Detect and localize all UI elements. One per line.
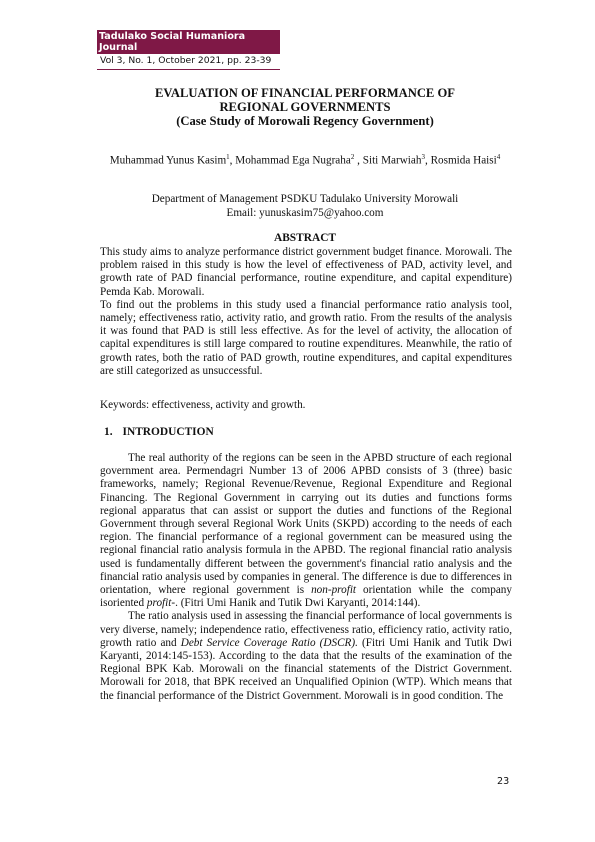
body-p2-em: Debt Service Coverage Ratio (DSCR). bbox=[180, 636, 358, 649]
body-p1-em-2: profit- bbox=[146, 597, 176, 610]
section-number: 1. bbox=[104, 426, 113, 438]
author-4-sup: 4 bbox=[496, 153, 501, 161]
body-p1-em-1: non-profit bbox=[311, 584, 357, 597]
page-number: 23 bbox=[497, 776, 510, 787]
body-p1-text-b: orientation while the company isoriented bbox=[100, 584, 512, 610]
author-4: , Rosmida Haisi bbox=[424, 154, 497, 167]
keywords: Keywords: effectiveness, activity and growth. bbox=[100, 399, 306, 411]
affiliation bbox=[97, 192, 513, 220]
journal-volume: Vol 3, No. 1, October 2021, pp. 23-39 bbox=[97, 55, 280, 70]
body-text bbox=[100, 452, 512, 703]
abstract-paragraph-2: To find out the problems in this study used a financial performance ratio analysis tool, namely; effectiveness ratio, activity ratio, and growth ratio. From the results of the analysis it was found that PAD is still less effective. As for the level of activity, the allocation of capital expenditures is still large compared to routine expenditures. Meanwhile, the ratio of growth rates, both the ratio of PAD growth, routine expenditures, and capital expenditures are still categorized as unsuccessful. bbox=[100, 298, 512, 377]
title-line-1: EVALUATION OF FINANCIAL PERFORMANCE OF bbox=[155, 86, 455, 100]
title-line-3: (Case Study of Morowali Regency Government) bbox=[176, 114, 434, 128]
body-p1-text-a: The real authority of the regions can be seen in the APBD structure of each regional government area. Permendagri Number 13 of 2006 APBD consists of 3 (three) basic frameworks, namely; Regional Revenue/Revenue, Regional Expenditure and Regional Financing. The Regional Government in carrying out its duties and functions forms regional apparatus that can assist or support the duties and functions of the Regional Government through several Regional Work Units (SKPD) according to the needs of each region. The financial performance of a regional government can be measured using the regional financial ratio analysis formula in the APBD. The regional financial ratio analysis used is fundamentally different between the government's financial ratio analysis and the financial ratio analysis used by companies in general. The difference is due to differences in orientation, where regional government is bbox=[100, 452, 512, 597]
journal-header bbox=[97, 30, 280, 70]
author-1: Muhammad Yunus Kasim bbox=[109, 154, 227, 167]
section-title: INTRODUCTION bbox=[122, 426, 214, 438]
author-2-sup: 2 bbox=[350, 153, 355, 161]
body-p2-text-b: (Fitri Umi Hanik and Tutik Dwi Karyanti, 2014:145-153). According to the data that the results of the examination of the Regional BPK Kab. Morowali on the financial statements of the District Government. Morowali for 2018, that BPK received an Unqualified Opinion (WTP). Which means that the financial performance of the District Government. Morowali is in good condition. The bbox=[100, 636, 512, 702]
author-list bbox=[97, 150, 513, 168]
title-line-2: REGIONAL GOVERNMENTS bbox=[219, 100, 391, 114]
abstract-body bbox=[100, 246, 512, 378]
body-p2-text-a: The ratio analysis used in assessing the financial performance of local governments is very diverse, namely; independence ratio, effectiveness ratio, efficiency ratio, activity ratio, growth ratio and bbox=[100, 610, 512, 649]
body-paragraph-2 bbox=[100, 610, 512, 702]
abstract-heading: ABSTRACT bbox=[273, 232, 337, 244]
author-3: , Siti Marwiah bbox=[354, 154, 422, 167]
body-paragraph-1 bbox=[100, 452, 512, 610]
paper-title bbox=[97, 86, 513, 128]
author-3-sup: 3 bbox=[421, 153, 425, 161]
journal-name: Tadulako Social Humaniora Journal bbox=[97, 30, 280, 54]
section-heading bbox=[104, 426, 224, 439]
department: Department of Management PSDKU Tadulako University Morowali bbox=[151, 193, 459, 205]
email: Email: yunuskasim75@yahoo.com bbox=[226, 207, 384, 219]
author-1-sup: 1 bbox=[226, 153, 230, 161]
abstract-paragraph-1: This study aims to analyze performance district government budget finance. Morowali. The problem raised in this study is how the level of effectiveness of PAD, activity level, and growth rate of PAD financial performance, routine expenditure, and capital expenditure) Pemda Kab. Morowali. bbox=[100, 246, 512, 298]
body-p1-text-c: . (Fitri Umi Hanik and Tutik Dwi Karyanti, 2014:144). bbox=[175, 597, 421, 610]
author-2: , Mohammad Ega Nugraha bbox=[229, 154, 351, 167]
